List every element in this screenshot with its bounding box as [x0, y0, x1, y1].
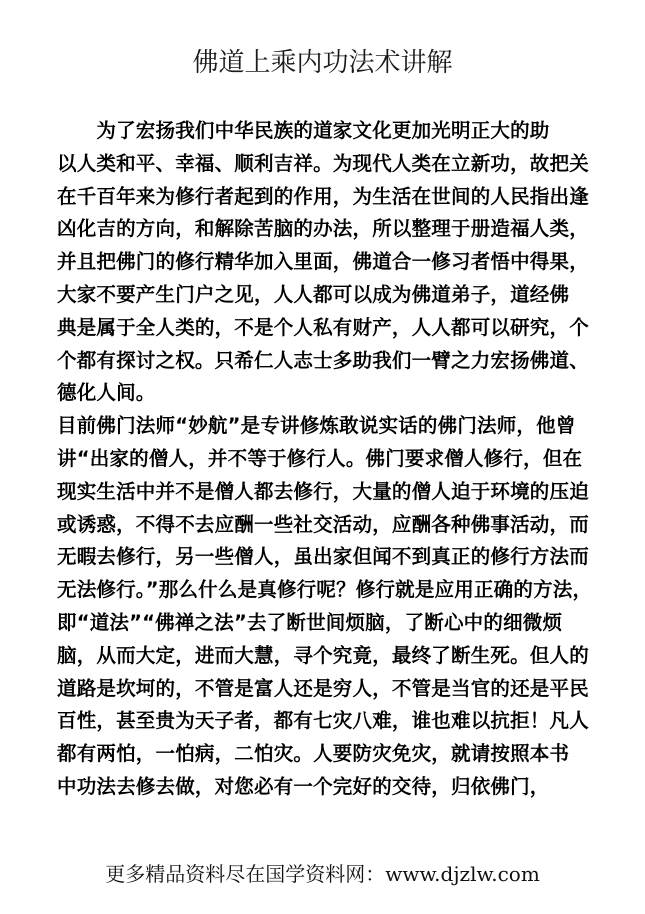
body-line: 道路是坎坷的，不管是富人还是穷人，不管是当官的还是平民	[57, 676, 589, 700]
body-line: 讲“出家的僧人，并不等于修行人。佛门要求僧人修行，但在	[57, 446, 583, 470]
body-line: 无法修行。”那么什么是真修行呢？修行就是应用正确的方法，	[57, 578, 593, 602]
body-line: 无暇去修行，另一些僧人，虽出家但闻不到真正的修行方法而	[57, 545, 589, 569]
body-line: 百性，甚至贵为天子者，都有七灾八难，谁也难以抗拒！凡人	[57, 709, 589, 733]
footer-promo-text: 更多精品资料尽在国学资料网：www.djzlw.com	[105, 862, 540, 886]
body-line: 即“道法”“佛禅之法”去了断世间烦脑，了断心中的细微烦	[57, 610, 563, 634]
document-title: 佛道上乘内功法术讲解	[192, 48, 453, 78]
body-line: 并且把佛门的修行精华加入里面，佛道合一修习者悟中得果，	[57, 250, 589, 274]
body-line: 德化人间。	[57, 381, 156, 405]
body-line: 为了宏扬我们中华民族的道家文化更加光明正大的助	[57, 119, 550, 142]
body-line: 以人类和平、幸福、顺利吉祥。为现代人类在立新功，故把关	[57, 151, 589, 175]
body-line: 脑，从而大定，进而大慧，寻个究竟，最终了断生死。但人的	[57, 643, 589, 667]
body-line: 现实生活中并不是僧人都去修行，大量的僧人迫于环境的压迫	[57, 479, 589, 503]
body-line: 都有两怕，一怕病，二怕灾。人要防灾免灾，就请按照本书	[57, 742, 570, 766]
body-line: 目前佛门法师“妙航”是专讲修炼敢说实话的佛门法师，他曾	[57, 414, 576, 438]
body-line: 典是属于全人类的，不是个人私有财产，人人都可以研究，个	[57, 315, 589, 339]
body-line: 个都有探讨之权。只希仁人志士多助我们一臂之力宏扬佛道、	[57, 348, 589, 372]
body-line: 凶化吉的方向，和解除苦脑的办法，所以整理于册造福人类，	[57, 217, 589, 241]
body-line: 或诱惑，不得不去应酬一些社交活动，应酬各种佛事活动，而	[57, 512, 589, 536]
body-line: 大家不要产生门户之见，人人都可以成为佛道弟子，道经佛	[57, 282, 570, 306]
document-body	[57, 115, 592, 804]
body-line: 中功法去修去做，对您必有一个完好的交待，归依佛门，	[57, 774, 550, 798]
body-line: 在千百年来为修行者起到的作用，为生活在世间的人民指出逢	[57, 184, 589, 208]
